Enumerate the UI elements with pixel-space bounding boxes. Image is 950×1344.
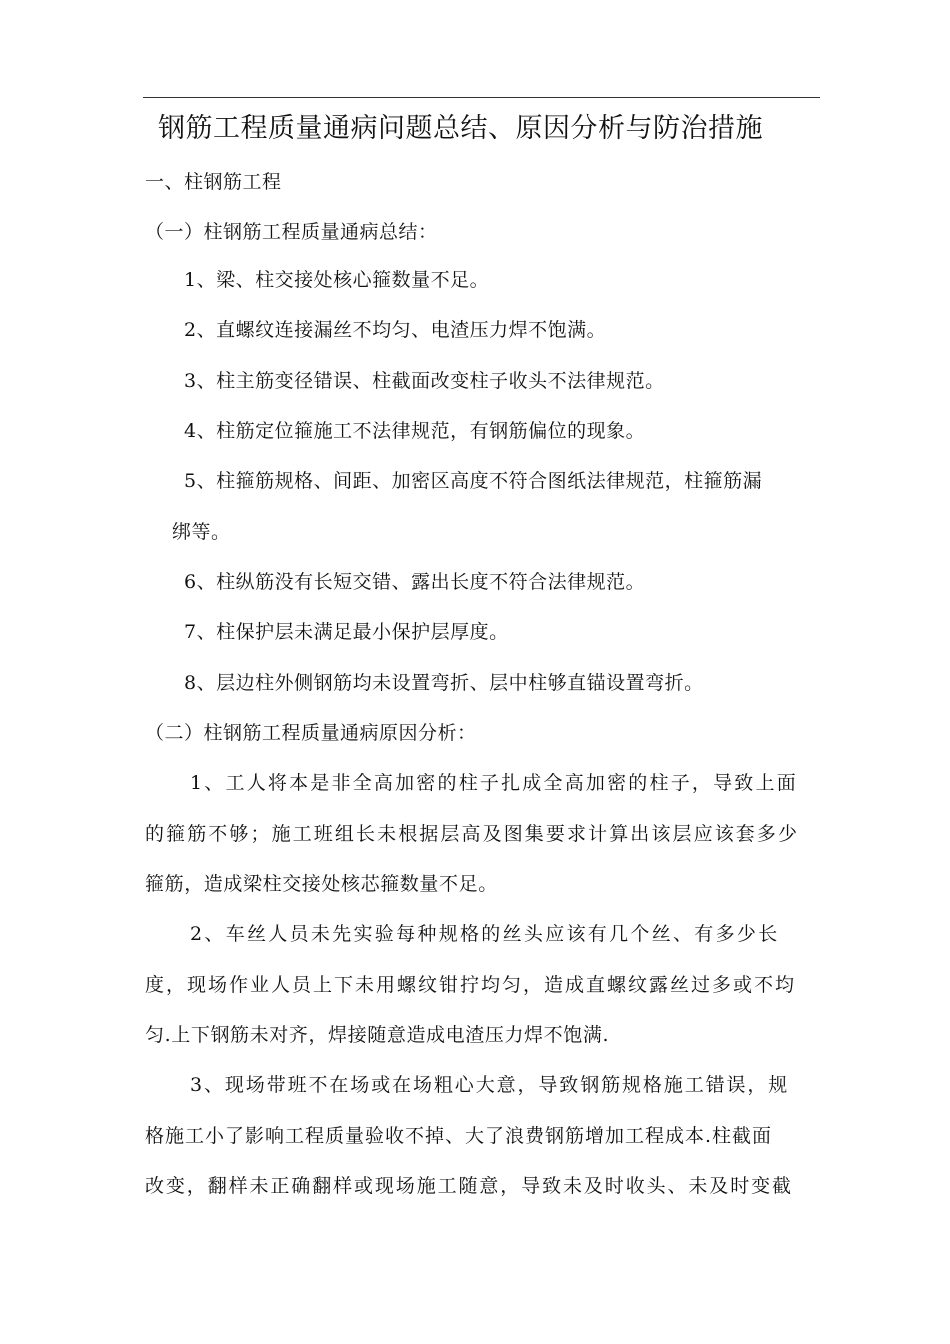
paragraph-line: 的箍筋不够；施工班组长未根据层高及图集要求计算出该层应该套多少 — [145, 823, 800, 845]
list-item: 3、柱主筋变径错误、柱截面改变柱子收头不法律规范。 — [184, 370, 665, 392]
list-item: 5、柱箍筋规格、间距、加密区高度不符合图纸法律规范，柱箍筋漏 — [184, 470, 763, 492]
paragraph-line: 箍筋，造成梁柱交接处核芯箍数量不足。 — [145, 873, 498, 895]
paragraph-line: 格施工小了影响工程质量验收不掉、大了浪费钢筋增加工程成本.柱截面 — [145, 1125, 773, 1147]
paragraph-line: 1、工人将本是非全高加密的柱子扎成全高加密的柱子，导致上面 — [190, 772, 798, 794]
list-item: 6、柱纵筋没有长短交错、露出长度不符合法律规范。 — [184, 571, 646, 593]
header-rule — [143, 97, 820, 98]
paragraph-line: 度，现场作业人员上下未用螺纹钳拧均匀，造成直螺纹露丝过多或不均 — [145, 974, 797, 996]
list-item: 7、柱保护层未满足最小保护层厚度。 — [184, 621, 509, 643]
list-item-continuation: 绑等。 — [172, 521, 231, 543]
paragraph-line: 改变，翻样未正确翻样或现场施工随意，导致未及时收头、未及时变截 — [145, 1175, 793, 1197]
list-item: 8、层边柱外侧钢筋均未设置弯折、层中柱够直锚设置弯折。 — [184, 672, 704, 694]
subsection-heading: （二）柱钢筋工程质量通病原因分析： — [145, 722, 477, 744]
list-item: 1、梁、柱交接处核心箍数量不足。 — [184, 269, 490, 291]
list-item: 2、直螺纹连接漏丝不均匀、电渣压力焊不饱满。 — [184, 319, 607, 341]
paragraph-line: 2、车丝人员未先实验每种规格的丝头应该有几个丝、有多少长 — [190, 923, 780, 945]
list-item: 4、柱筋定位箍施工不法律规范，有钢筋偏位的现象。 — [184, 420, 646, 442]
subsection-heading: （一）柱钢筋工程质量通病总结： — [145, 221, 438, 243]
document-title: 钢筋工程质量通病问题总结、原因分析与防治措施 — [158, 113, 763, 144]
paragraph-line: 匀.上下钢筋未对齐，焊接随意造成电渣压力焊不饱满. — [145, 1024, 610, 1046]
paragraph-line: 3、现场带班不在场或在场粗心大意，导致钢筋规格施工错误，规 — [190, 1074, 790, 1096]
section-heading: 一、柱钢筋工程 — [145, 171, 282, 193]
